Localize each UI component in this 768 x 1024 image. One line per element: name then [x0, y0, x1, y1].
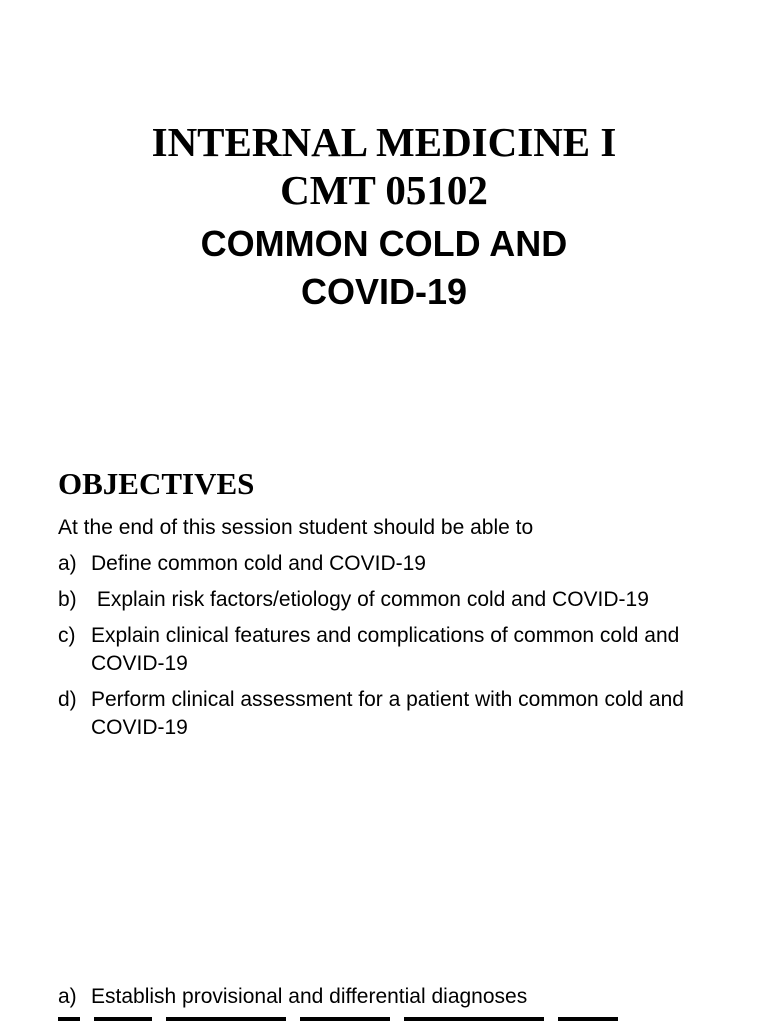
objectives-list [58, 550, 738, 742]
list-marker: a) [58, 985, 77, 1008]
course-title [0, 118, 768, 214]
topic-title [0, 220, 768, 316]
list-item-text: Define common cold and COVID-19 [91, 552, 426, 575]
list-item-text: Explain clinical features and complications of common cold and COVID-19 [91, 624, 680, 675]
list-item-text: Establish provisional and differential diagnoses [91, 985, 528, 1008]
list-marker: a) [58, 552, 77, 575]
list-marker: c) [58, 624, 76, 647]
objectives-section [58, 462, 738, 750]
objectives-intro: At the end of this session student should be able to [58, 516, 534, 539]
list-item-text: Perform clinical assessment for a patient with common cold and COVID-19 [91, 688, 684, 739]
slide-title [0, 118, 768, 316]
list-item [58, 686, 738, 742]
list-marker: b) [58, 588, 77, 611]
topic-line-1: COMMON COLD AND [200, 223, 568, 264]
list-item [58, 622, 738, 678]
list-item [58, 586, 738, 614]
cut-off-text-line [58, 1017, 698, 1024]
course-code: CMT 05102 [280, 167, 488, 213]
list-item [58, 983, 738, 1011]
topic-line-2: COVID-19 [300, 271, 468, 312]
list-item [58, 550, 738, 578]
list-item-text: Explain risk factors/etiology of common cold and COVID-19 [91, 588, 649, 611]
course-name: INTERNAL MEDICINE I [151, 119, 617, 165]
continued-objectives [58, 983, 738, 1019]
list-marker: d) [58, 688, 77, 711]
objectives-heading: OBJECTIVES [58, 466, 255, 501]
